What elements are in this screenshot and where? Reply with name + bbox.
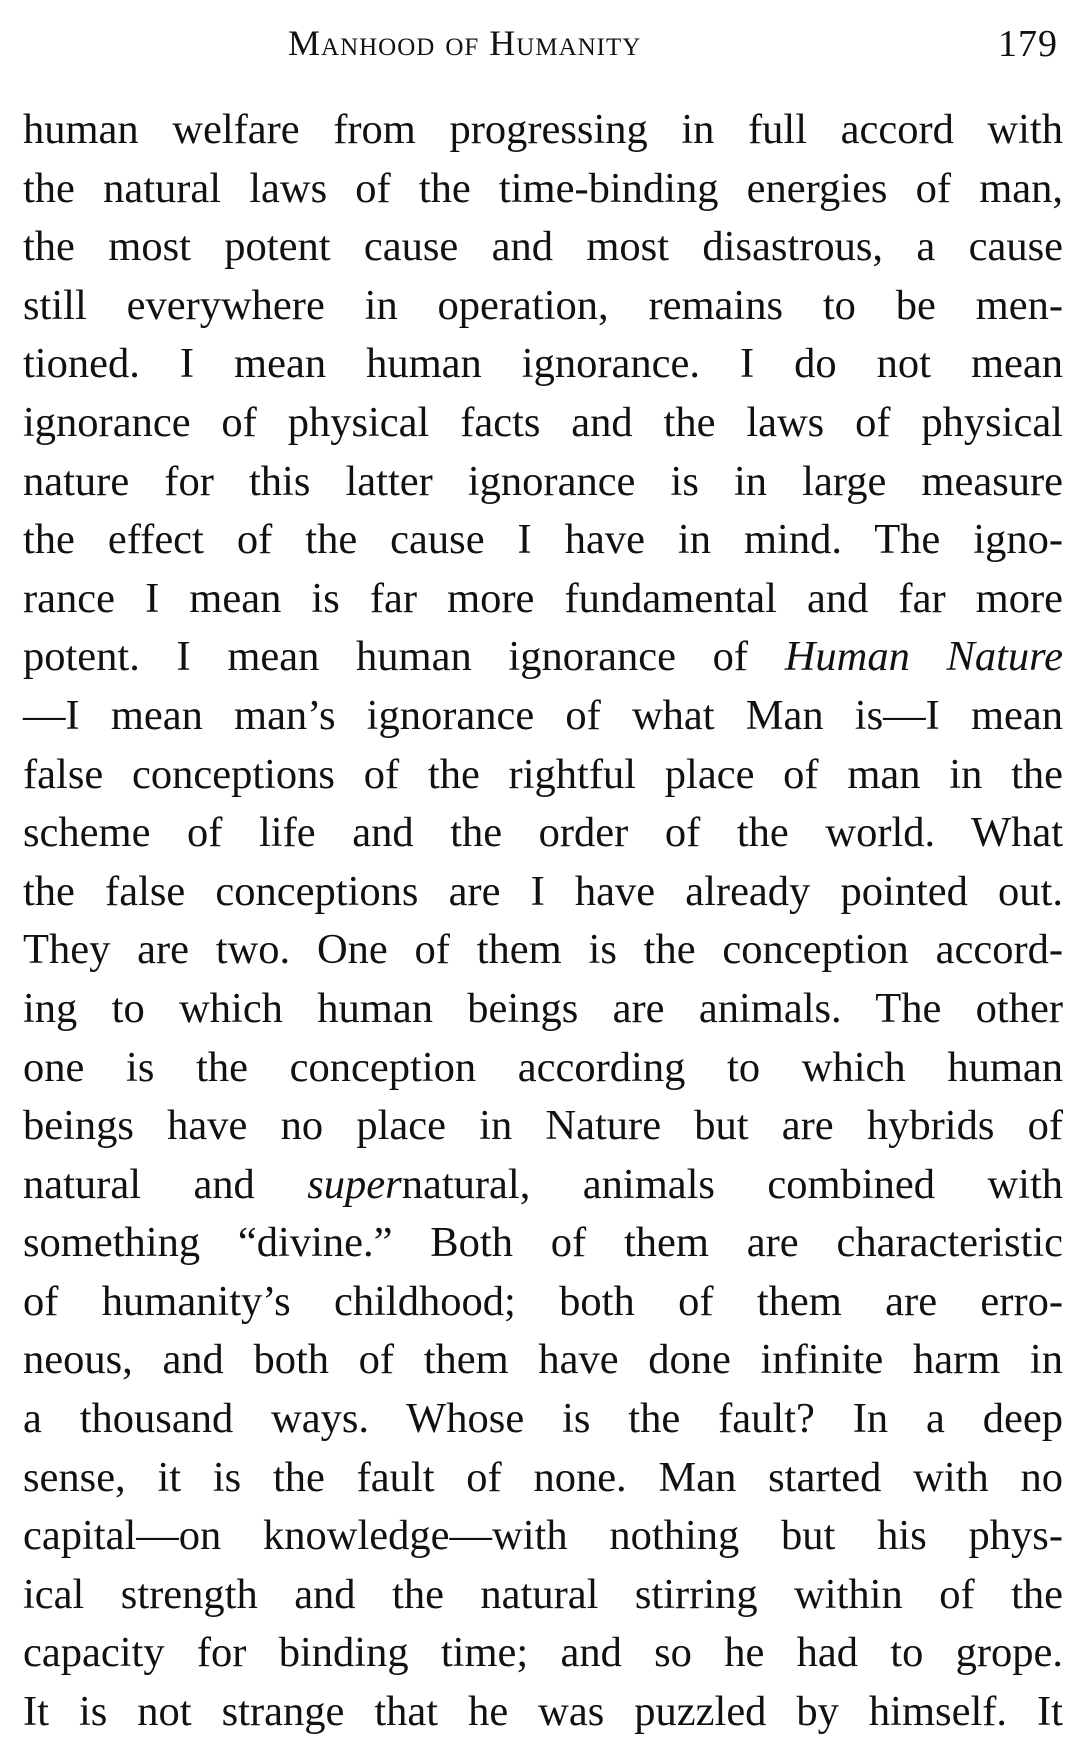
text-line xyxy=(23,1566,1063,1625)
text-segment: a thousand ways. Whose is the fault? In a deep xyxy=(23,1395,1063,1443)
text-segment: ing to which human beings are animals. The other xyxy=(23,984,1063,1032)
running-title: Manhood of Humanity xyxy=(288,23,642,63)
text-line xyxy=(23,1507,1063,1566)
text-segment: the most potent cause and most disastrous, a cause xyxy=(23,223,1063,271)
text-line xyxy=(23,335,1063,394)
text-line xyxy=(23,746,1063,805)
italic-text: Human Nature xyxy=(784,633,1063,681)
text-segment: —I mean man’s ignorance of what Man is—I mean xyxy=(23,691,1063,739)
text-line xyxy=(23,1624,1063,1683)
text-line xyxy=(23,921,1063,980)
text-line xyxy=(23,1039,1063,1098)
text-segment: capital—on knowledge—with nothing but his phys- xyxy=(23,1512,1063,1560)
text-line xyxy=(23,1331,1063,1390)
text-segment: false conceptions of the rightful place of man in the xyxy=(23,750,1063,798)
text-line xyxy=(23,863,1063,922)
text-segment: scheme of life and the order of the world. What xyxy=(23,809,1063,857)
text-line xyxy=(23,1683,1063,1742)
text-segment: the natural laws of the time-binding energies of man, xyxy=(23,164,1063,212)
text-segment: capacity for binding time; and so he had to grope. xyxy=(23,1629,1063,1677)
text-segment: ignorance of physical facts and the laws of physical xyxy=(23,398,1063,446)
text-line xyxy=(23,1214,1063,1273)
text-line xyxy=(23,160,1063,219)
text-segment: natural and xyxy=(23,1160,308,1208)
text-segment: one is the conception according to which human xyxy=(23,1043,1063,1091)
text-line xyxy=(23,1097,1063,1156)
text-segment: sense, it is the fault of none. Man started with no xyxy=(23,1453,1063,1501)
text-line xyxy=(23,1156,1063,1215)
text-segment: rance I mean is far more fundamental and far more xyxy=(23,574,1063,622)
text-line xyxy=(23,511,1063,570)
text-line xyxy=(23,101,1063,160)
text-line xyxy=(23,453,1063,512)
text-line xyxy=(23,218,1063,277)
text-line xyxy=(23,570,1063,629)
text-segment: potent. I mean human ignorance of xyxy=(23,633,785,681)
running-head xyxy=(0,22,1092,72)
text-segment: nature for this latter ignorance is in large measure xyxy=(23,457,1063,505)
italic-text: super xyxy=(307,1160,402,1208)
text-segment: beings have no place in Nature but are hybrids of xyxy=(23,1102,1063,1150)
text-segment: of humanity’s childhood; both of them are erro- xyxy=(23,1277,1063,1325)
text-line xyxy=(23,394,1063,453)
text-line xyxy=(23,804,1063,863)
text-segment: ical strength and the natural stirring within of the xyxy=(23,1570,1063,1618)
body-text xyxy=(23,101,1063,1742)
text-segment: It is not strange that he was puzzled by himself. It xyxy=(23,1688,1063,1736)
text-line xyxy=(23,1449,1063,1508)
text-line xyxy=(23,1390,1063,1449)
text-line xyxy=(23,687,1063,746)
text-line xyxy=(23,980,1063,1039)
text-line xyxy=(23,277,1063,336)
text-segment: human welfare from progressing in full accord with xyxy=(23,106,1063,153)
page-number: 179 xyxy=(998,23,1058,65)
text-segment: neous, and both of them have done infinite harm in xyxy=(23,1336,1063,1384)
text-line xyxy=(23,628,1063,687)
text-segment: something “divine.” Both of them are characteristic xyxy=(23,1219,1063,1267)
text-segment: They are two. One of them is the conception accord- xyxy=(23,926,1063,974)
text-line xyxy=(23,1273,1063,1332)
text-segment: natural, animals combined with xyxy=(401,1160,1063,1208)
text-segment: the effect of the cause I have in mind. The igno- xyxy=(23,516,1063,564)
text-segment: still everywhere in operation, remains to be men- xyxy=(23,281,1063,329)
text-segment: tioned. I mean human ignorance. I do not mean xyxy=(23,340,1063,388)
text-segment: the false conceptions are I have already pointed out. xyxy=(23,867,1063,915)
